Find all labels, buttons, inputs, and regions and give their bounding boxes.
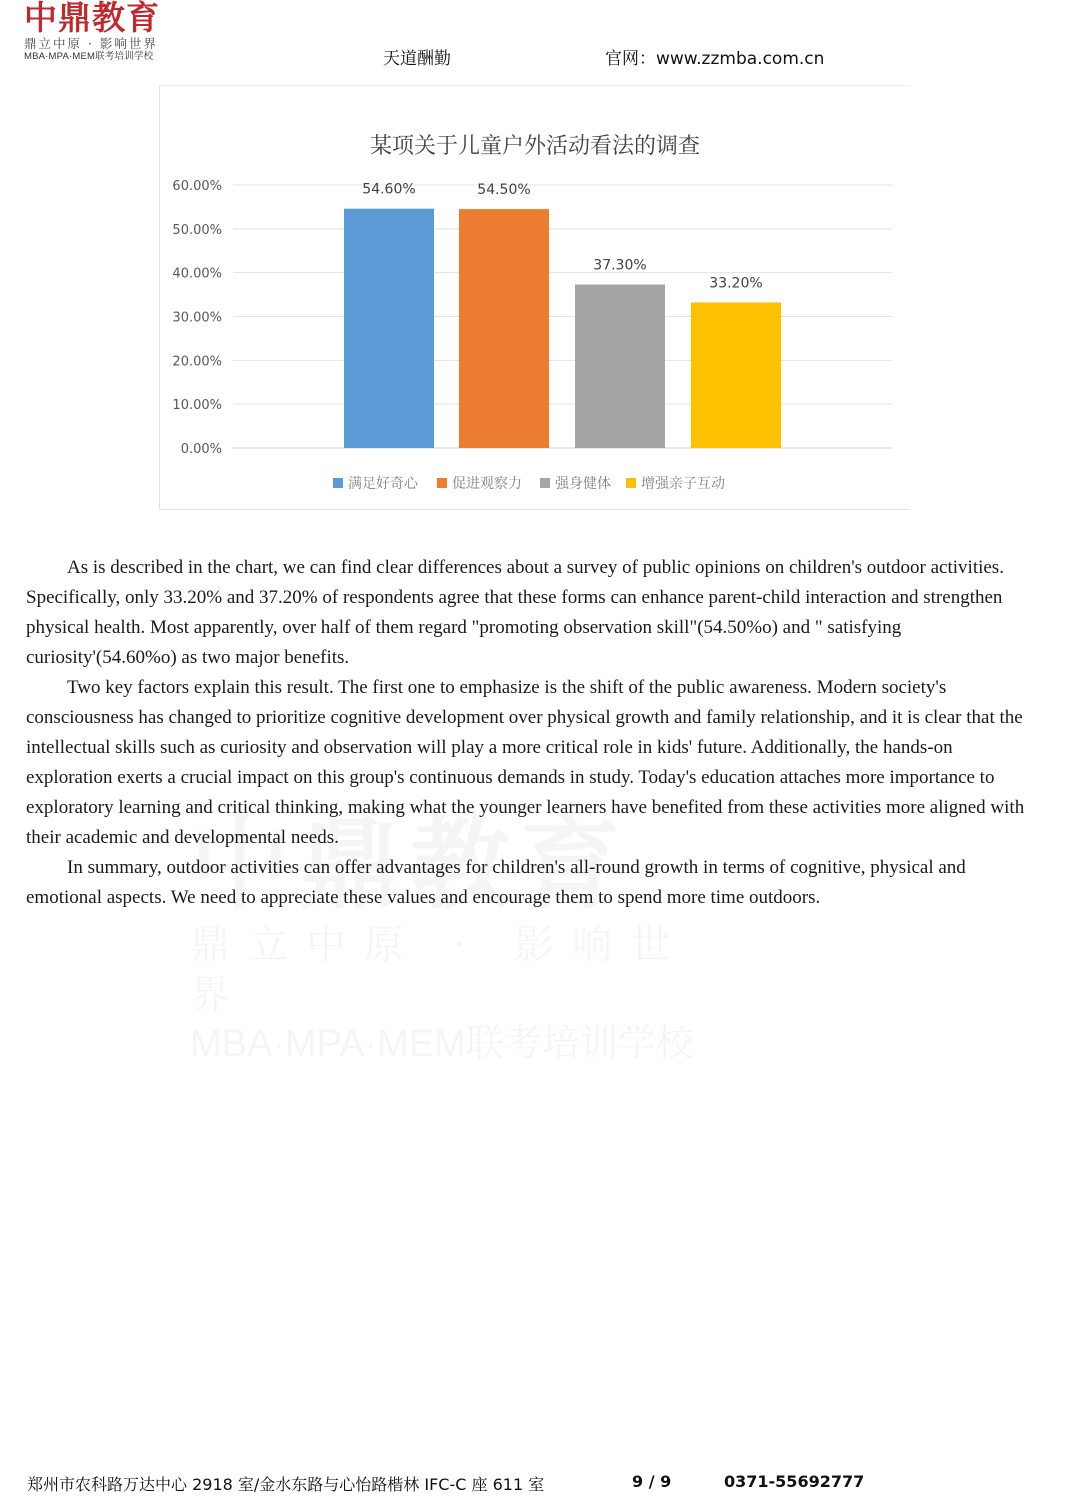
legend-label: 促进观察力 [452, 476, 522, 492]
page-number: 9 / 9 [632, 1472, 672, 1491]
legend-swatch [540, 478, 550, 488]
y-tick-label: 0.00% [180, 442, 222, 457]
bar-2 [459, 209, 549, 448]
legend-label: 强身健体 [555, 476, 611, 492]
essay-paragraph-2: Two key factors explain this result. The first one to emphasize is the shift of the public awareness. Modern society's consciousness has changed to prioritize cognitive development over physical growth and family relationship, and it is clear that the intellectual skills such as curiosity and observation will play a more critical role in kids' future. Additionally, the hands-on exploration exerts a crucial impact on this group's continuous demands in study. Today's education attaches more importance to exploratory learning and critical thinking, making what the younger learners have benefited from these activities more aligned with their academic and developmental needs. [26, 677, 1025, 848]
header-website: 官网：www.zzmba.com.cn [605, 49, 825, 69]
legend-swatch [437, 478, 447, 488]
header-motto: 天道酬勤 [383, 49, 451, 69]
legend-label: 增强亲子互动 [641, 476, 725, 492]
essay [26, 553, 1036, 913]
chart-title: 某项关于儿童户外活动看法的调查 [369, 134, 701, 159]
legend-swatch [333, 478, 343, 488]
bar-1 [344, 209, 434, 448]
essay-paragraph-3: In summary, outdoor activities can offer advantages for children's all-round growth in terms of cognitive, physical and emotional aspects. We need to appreciate these values and encourage them to spend more time outdoors. [26, 857, 966, 908]
essay-paragraph-1: As is described in the chart, we can find clear differences about a survey of public opinions on children's outdoor activities. Specifically, only 33.20% and 37.20% of respondents agree that these forms can enhance parent-child interaction and strengthen physical health. Most apparently, over half of them regard "promoting observation skill"(54.50%o) and " satisfying curiosity'(54.60%o) as two major benefits. [26, 557, 1004, 668]
bar-3 [575, 285, 665, 448]
legend-label: 满足好奇心 [348, 476, 418, 492]
logo-main-text: 中鼎教育 [24, 0, 160, 37]
chart-svg [160, 86, 910, 509]
watermark-subtitle [190, 1020, 730, 1068]
footer-phone: 0371-55692777 [724, 1472, 865, 1491]
data-label: 54.50% [477, 182, 531, 199]
y-tick-label: 60.00% [172, 179, 222, 194]
watermark-slogan [190, 920, 730, 1020]
logo-subtitle: MBA·MPA·MEM联考培训学校 [24, 51, 154, 62]
logo [24, 0, 214, 63]
y-tick-label: 20.00% [172, 354, 222, 370]
footer-address: 郑州市农科路万达中心 2918 室/金水东路与心怡路楷林 IFC-C 座 611 室 [27, 1475, 545, 1494]
survey-chart [159, 85, 910, 510]
y-tick-label: 30.00% [172, 310, 222, 326]
data-label: 33.20% [709, 275, 763, 292]
data-label: 54.60% [362, 181, 416, 198]
logo-slogan: 鼎立中原 · 影响世界 [24, 36, 158, 51]
y-tick-label: 50.00% [172, 222, 222, 238]
y-tick-label: 40.00% [172, 266, 222, 282]
y-tick-label: 10.00% [172, 398, 222, 414]
legend-swatch [626, 478, 636, 488]
data-label: 37.30% [593, 257, 647, 274]
bar-4 [691, 302, 781, 448]
